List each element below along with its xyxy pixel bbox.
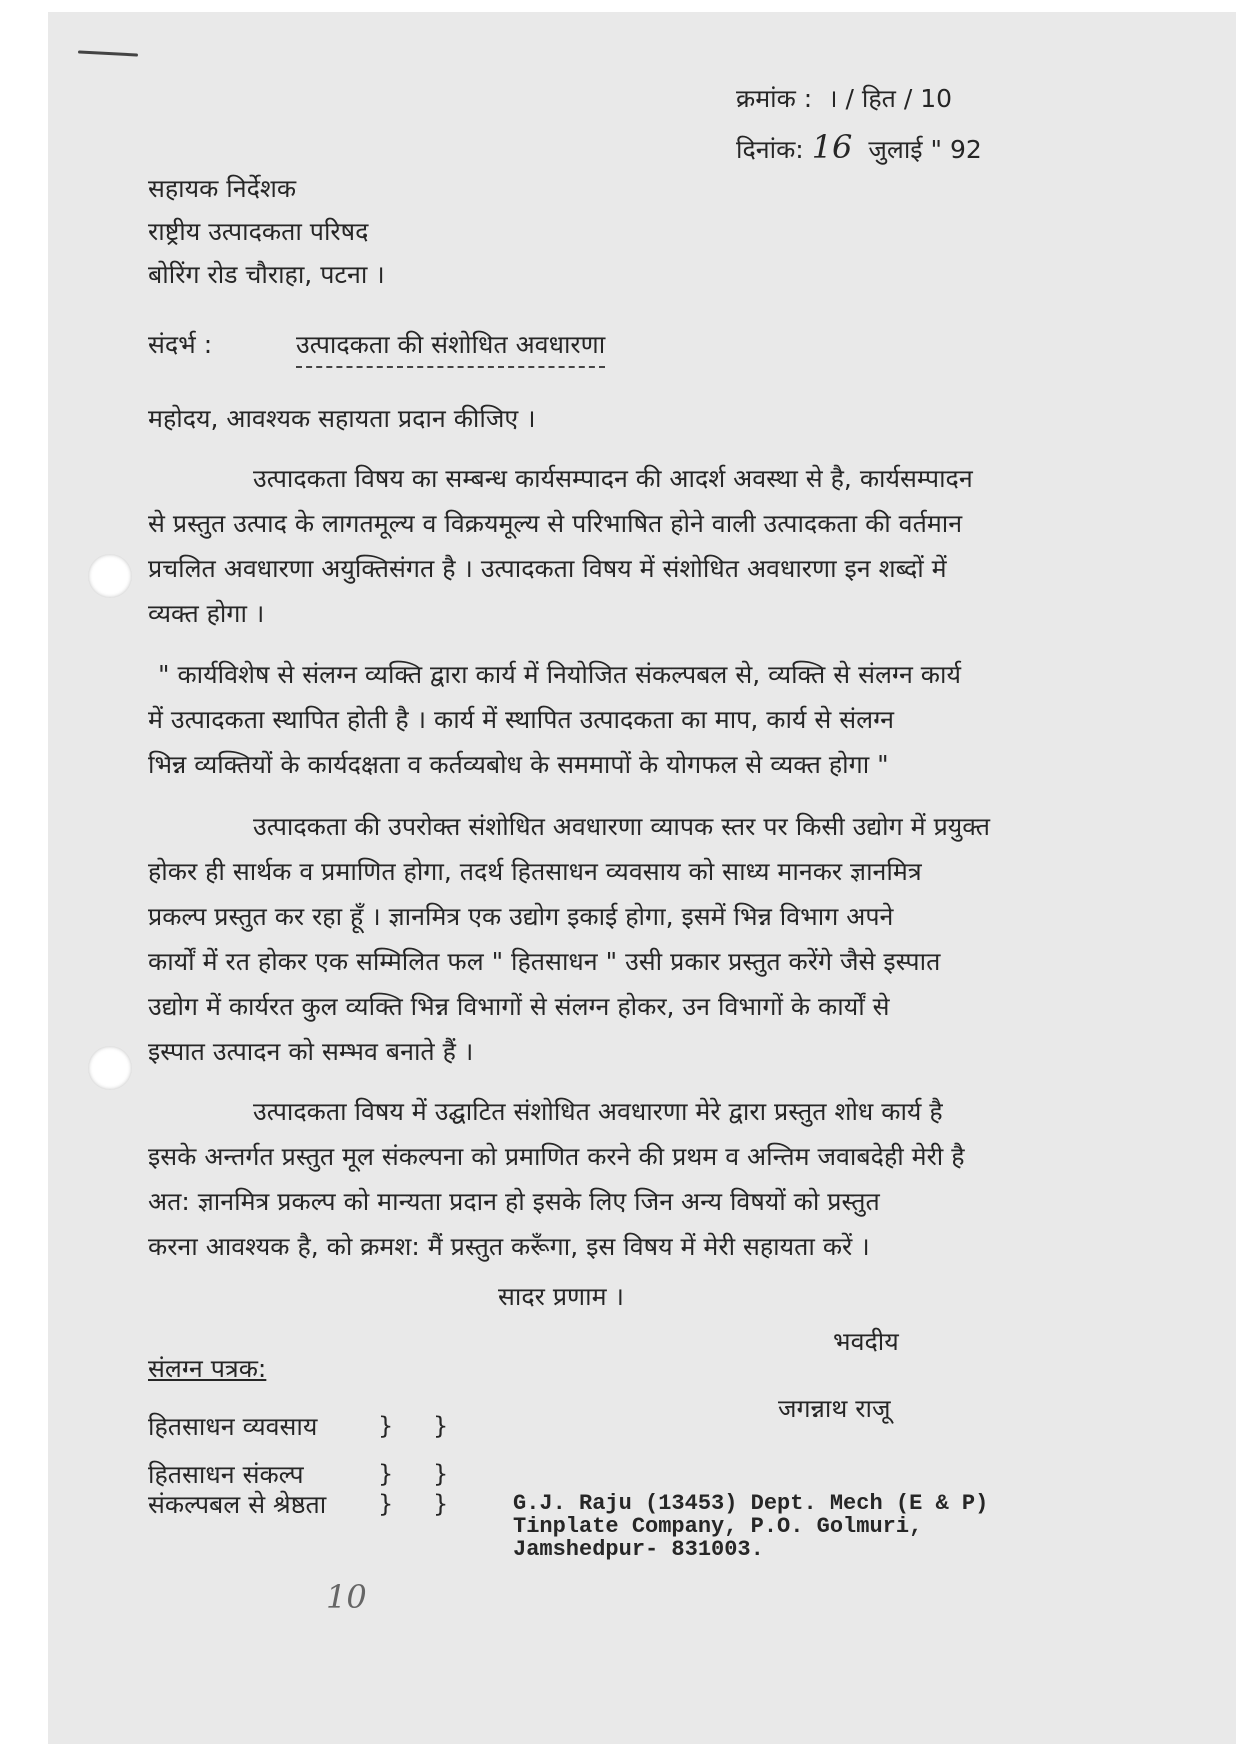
para3-line: उत्पादकता विषय में उद्घाटित संशोधित अवधारणा मेरे द्वारा प्रस्तुत शोध कार्य है <box>253 1097 943 1126</box>
para1-line: उत्पादकता विषय का सम्बन्ध कार्यसम्पादन की आदर्श अवस्था से है, कार्यसम्पादन <box>253 464 973 493</box>
enclosure-bracket: } <box>433 1460 449 1488</box>
letter-date: दिनांक: 16 जुलाई " 92 <box>736 128 982 166</box>
subject-text: उत्पादकता की संशोधित अवधारणा <box>296 330 605 368</box>
para2-line: उद्योग में कार्यरत कुल व्यक्ति भिन्न विभागों से संलग्न होकर, उन विभागों के कार्यों से <box>148 992 890 1021</box>
pen-mark <box>78 50 138 56</box>
enclosure-bracket: } <box>433 1412 449 1440</box>
subject-label: संदर्भ : <box>148 330 213 359</box>
quote-line: " कार्यविशेष से संलग्न व्यक्ति द्वारा कार्य में नियोजित संकल्पबल से, व्यक्ति से संलग्न कार्य <box>158 660 961 689</box>
yours-faithfully: भवदीय <box>833 1327 899 1356</box>
addressee-line-1: सहायक निर्देशक <box>148 174 297 203</box>
page-number: 10 <box>326 1578 367 1616</box>
punch-hole-bottom <box>88 1046 132 1090</box>
para2-line: होकर ही सार्थक व प्रमाणित होगा, तदर्थ हितसाधन व्यवसाय को साध्य मानकर ज्ञानमित्र <box>148 857 922 886</box>
sender-line-3: Jamshedpur- 831003. <box>513 1537 764 1562</box>
closing-greeting: सादर प्रणाम । <box>498 1282 624 1311</box>
letter-page <box>48 12 1236 1744</box>
para1-line: व्यक्त होगा । <box>148 599 265 628</box>
enclosure-item: संकल्पबल से श्रेष्ठता <box>148 1490 327 1519</box>
addressee-line-2: राष्ट्रीय उत्पादकता परिषद <box>148 217 369 246</box>
salutation: महोदय, आवश्यक सहायता प्रदान कीजिए । <box>148 404 536 433</box>
para2-line: इस्पात उत्पादन को सम्भव बनाते हैं । <box>148 1037 474 1066</box>
para3-line: करना आवश्यक है, को क्रमश: मैं प्रस्तुत करूँगा, इस विषय में मेरी सहायता करें । <box>148 1232 870 1261</box>
reference-number: क्रमांक : । / हित / 10 <box>736 84 953 113</box>
para3-line: इसके अन्तर्गत प्रस्तुत मूल संकल्पना को प्रमाणित करने की प्रथम व अन्तिम जवाबदेही मेरी है <box>148 1142 965 1171</box>
enclosure-item: हितसाधन संकल्प <box>148 1460 304 1489</box>
enclosure-bracket: } <box>378 1460 394 1488</box>
quote-line: में उत्पादकता स्थापित होती है । कार्य में स्थापित उत्पादकता का माप, कार्य से संलग्न <box>148 705 894 734</box>
enclosure-bracket: } <box>378 1412 394 1440</box>
enclosures-heading: संलग्न पत्रक: <box>148 1354 267 1383</box>
quote-line: भिन्न व्यक्तियों के कार्यदक्षता व कर्तव्यबोध के सममापों के योगफल से व्यक्त होगा " <box>148 750 889 779</box>
para3-line: अत: ज्ञानमित्र प्रकल्प को मान्यता प्रदान हो इसके लिए जिन अन्य विषयों को प्रस्तुत <box>148 1187 880 1216</box>
para1-line: से प्रस्तुत उत्पाद के लागतमूल्य व विक्रयमूल्य से परिभाषित होने वाली उत्पादकता की वर्तमान <box>148 509 963 538</box>
para2-line: प्रकल्प प्रस्तुत कर रहा हूँ । ज्ञानमित्र एक उद्योग इकाई होगा, इसमें भिन्न विभाग अपने <box>148 902 894 931</box>
enclosure-bracket: } <box>433 1490 449 1518</box>
para2-line: कार्यों में रत होकर एक सम्मिलित फल " हितसाधन " उसी प्रकार प्रस्तुत करेंगे जैसे इस्पात <box>148 947 941 976</box>
enclosure-bracket: } <box>378 1490 394 1518</box>
signature: जगन्नाथ राजू <box>778 1394 891 1423</box>
enclosure-item: हितसाधन व्यवसाय <box>148 1412 318 1441</box>
para1-line: प्रचलित अवधारणा अयुक्तिसंगत है । उत्पादकता विषय में संशोधित अवधारणा इन शब्दों में <box>148 554 947 583</box>
addressee-line-3: बोरिंग रोड चौराहा, पटना । <box>148 260 385 289</box>
punch-hole-top <box>88 554 132 598</box>
sender-line-1: G.J. Raju (13453) Dept. Mech (E & P) <box>513 1491 989 1516</box>
sender-line-2: Tinplate Company, P.O. Golmuri, <box>513 1514 923 1539</box>
para2-line: उत्पादकता की उपरोक्त संशोधित अवधारणा व्यापक स्तर पर किसी उद्योग में प्रयुक्त <box>253 812 990 841</box>
